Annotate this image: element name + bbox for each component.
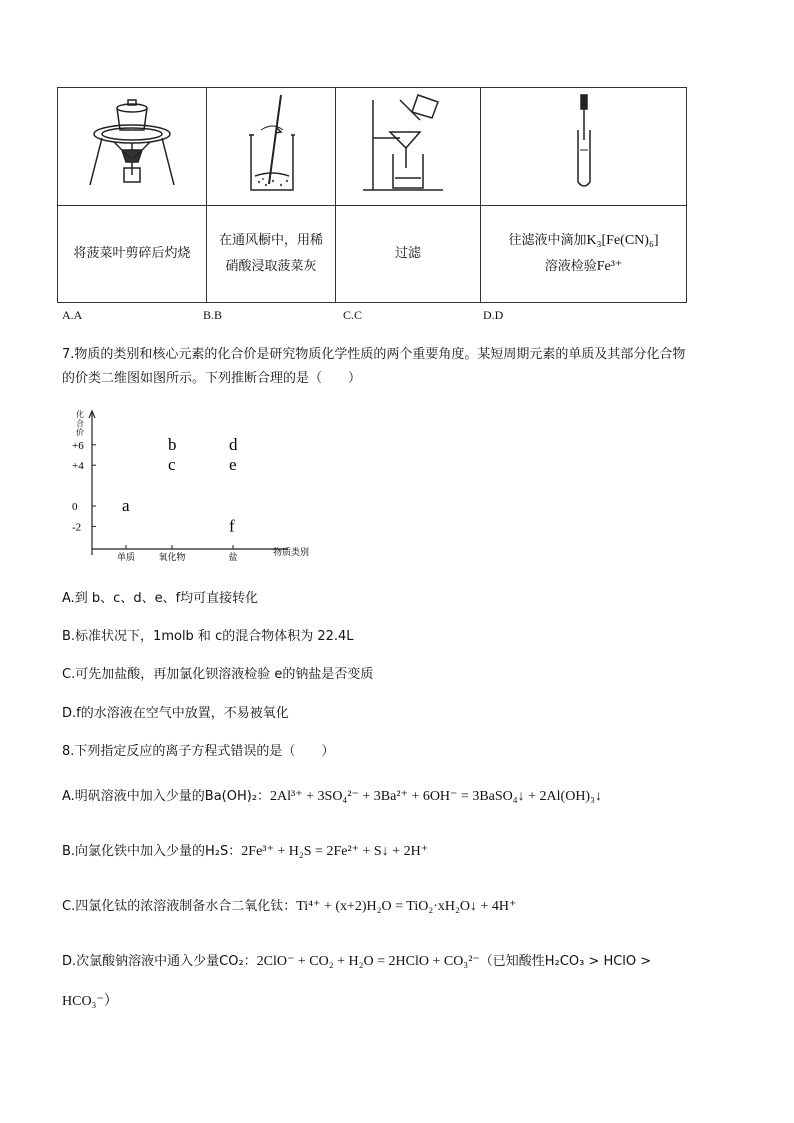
caption-a: 将菠菜叶剪碎后灼烧: [73, 246, 191, 261]
q6-option-c[interactable]: C.C: [343, 308, 363, 322]
q8-option-c[interactable]: [62, 897, 516, 917]
point-e: e: [229, 455, 237, 475]
q8-option-b[interactable]: [62, 842, 428, 862]
q8-b-text: B.向氯化铁中加入少量的H₂S：: [62, 844, 242, 859]
q7-stem-line2: 的价类二维图如图所示。下列推断合理的是（ ）: [62, 371, 362, 386]
y-tick-label: +6: [72, 439, 84, 452]
x-category-label: 单质: [116, 552, 136, 562]
q7-option-b[interactable]: B.标准状况下，1molb 和 c的混合物体积为 22.4L: [62, 629, 354, 644]
x-category-label: 氧化物: [158, 552, 186, 562]
y-axis-label-group: [76, 409, 84, 437]
q8-a-text: A.明矾溶液中加入少量的Ba(OH)₂：: [62, 789, 271, 804]
q7-option-d[interactable]: D.f的水溶液在空气中放置，不易被氧化: [62, 706, 289, 721]
q7-option-c[interactable]: C.可先加盐酸，再加氯化钡溶液检验 e的钠盐是否变质: [62, 667, 374, 682]
q8-option-a[interactable]: [62, 787, 602, 807]
q8-a-equation: 2Al³⁺ + 3SO₄²⁻ + 3Ba²⁺ + 6OH⁻ = 3BaSO₄↓ + 2Al(OH)₃↓: [270, 789, 602, 804]
q6-option-a[interactable]: A.A: [62, 308, 83, 322]
point-f: f: [229, 516, 235, 536]
q8-c-text: C.四氯化钛的浓溶液制备水合二氧化钛：: [62, 899, 297, 914]
y-tick-label: 0: [72, 501, 78, 513]
point-d: d: [229, 434, 238, 454]
q7-option-a[interactable]: A.到 b、c、d、e、f均可直接转化: [62, 591, 259, 606]
filtration-setup-illustration: [348, 90, 468, 200]
dropper-test-tube-illustration: [534, 90, 634, 200]
q6-option-d[interactable]: D.D: [483, 308, 504, 322]
q6-option-b[interactable]: B.B: [203, 308, 223, 322]
y-tick-label: -2: [72, 521, 82, 534]
crucible-on-tripod-illustration: [62, 90, 202, 200]
point-group: [122, 435, 238, 536]
q7-stem-line1: 7.物质的类别和核心元素的化合价是研究物质化学性质的两个重要角度。某短周期元素的单质及其部分化合物: [62, 347, 686, 362]
caption-d-line2: 溶液检验: [544, 259, 597, 274]
caption-d-prefix: 往滤液中滴加: [508, 233, 587, 248]
category-group: [117, 545, 238, 562]
beaker-cell: [207, 88, 336, 206]
y-tick-label: +4: [72, 460, 84, 473]
q8-d-text: D.次氯酸钠溶液中通入少量CO₂：: [62, 954, 257, 969]
q8-b-equation: 2Fe³⁺ + H₂S = 2Fe²⁺ + S↓ + 2H⁺: [241, 844, 429, 859]
test-tube-cell: [481, 88, 687, 206]
q8-option-d[interactable]: [62, 952, 651, 972]
caption-cell-d: [481, 206, 687, 303]
point-b: b: [168, 434, 177, 454]
x-axis-label: 物质类别: [273, 547, 310, 557]
caption-c: 过滤: [394, 246, 421, 261]
y-label-char: 价: [76, 428, 84, 437]
caption-cell-b: [207, 206, 336, 303]
caption-d-reagent: K₃[Fe(CN)₆]: [586, 233, 659, 248]
q8-d-note-line2: HCO₃⁻）: [62, 994, 118, 1009]
valence-class-chart: [68, 405, 328, 565]
caption-d-ion: Fe³⁺: [596, 259, 623, 274]
q8-stem: 8.下列指定反应的离子方程式错误的是（ ）: [62, 744, 335, 759]
q8-c-equation: Ti⁴⁺ + (x+2)H₂O = TiO₂·xH₂O↓ + 4H⁺: [296, 899, 517, 914]
q8-d-note-line1: （已知酸性H₂CO₃ > HClO >: [479, 954, 652, 969]
point-c: c: [168, 455, 176, 475]
beaker-with-rod-illustration: [221, 90, 321, 200]
caption-cell-c: [336, 206, 481, 303]
caption-b-line2: 硝酸浸取菠菜灰: [225, 259, 317, 274]
y-label-char: 合: [76, 419, 84, 428]
burning-apparatus-cell: [58, 88, 207, 206]
caption-b-line1: 在通风橱中，用稀: [218, 233, 323, 248]
caption-cell-a: [58, 206, 207, 303]
y-label-char: 化: [76, 410, 84, 419]
point-a: a: [122, 496, 130, 515]
experiment-table: [57, 87, 687, 303]
q8-d-equation: 2ClO⁻ + CO₂ + H₂O = 2HClO + CO₃²⁻: [256, 954, 480, 969]
x-category-label: 盐: [228, 552, 238, 562]
filtration-cell: [336, 88, 481, 206]
